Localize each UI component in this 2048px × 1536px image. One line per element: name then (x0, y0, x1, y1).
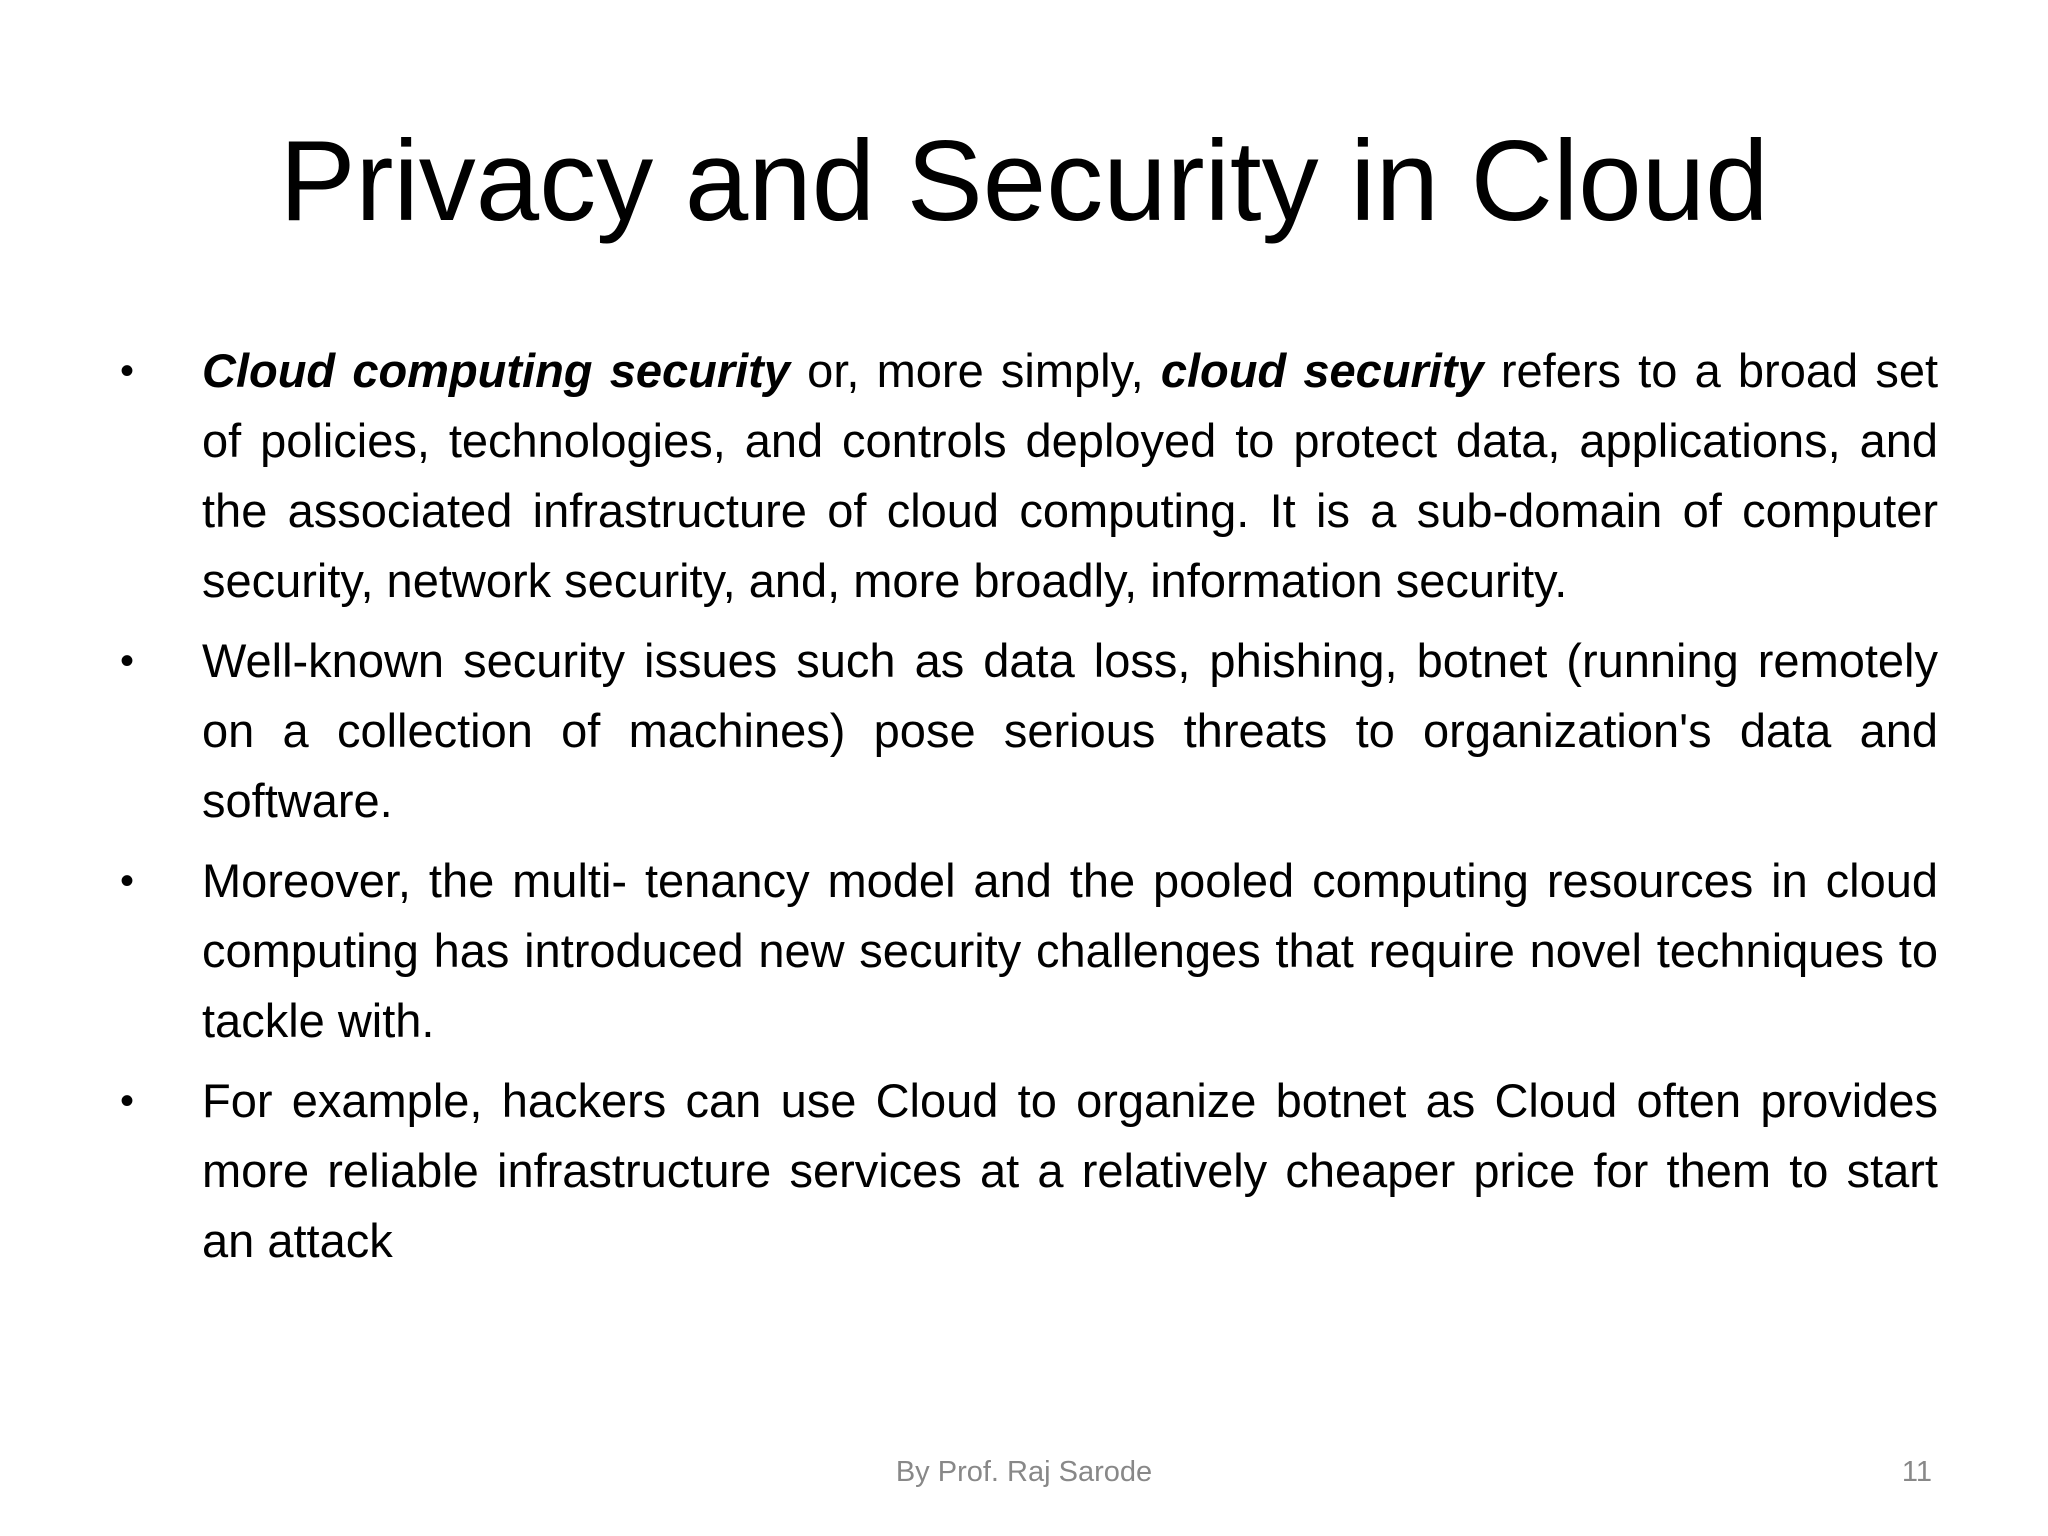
bullet-text: refers to a broad set of policies, technologies, and controls deployed to protect data, applications, and the associated infrastructure of cloud computing. It is a sub-domain of computer security, network security, and, more broadly, information security. (202, 344, 1939, 607)
bullet-term: Cloud computing security (202, 344, 790, 397)
bullet-item (120, 336, 1938, 616)
bullet-item (120, 1066, 1938, 1276)
bullet-text: Well-known security issues such as data loss, phishing, botnet (running remotely on a collection of machines) pose serious threats to organization's data and software. (202, 634, 1938, 827)
slide-title: Privacy and Security in Cloud (279, 118, 1769, 245)
bullet-item (120, 626, 1938, 836)
bullet-text: For example, hackers can use Cloud to organize botnet as Cloud often provides more reliable infrastructure services at a relatively cheaper price for them to start an attack (202, 1074, 1938, 1267)
bullet-term: cloud security (1160, 344, 1484, 397)
bullet-text: or, more simply, (789, 344, 1161, 397)
bullet-list (120, 336, 1938, 1286)
slide-page-number: 11 (1901, 1456, 1932, 1488)
bullet-dot-icon: • (120, 1079, 135, 1123)
bullet-item (120, 846, 1938, 1056)
bullet-dot-icon: • (120, 639, 135, 683)
bullet-text: Moreover, the multi- tenancy model and the pooled computing resources in cloud computing has introduced new security challenges that require novel techniques to tackle with. (202, 854, 1938, 1047)
footer-author: By Prof. Raj Sarode (895, 1456, 1153, 1488)
bullet-dot-icon: • (120, 859, 135, 903)
bullet-dot-icon: • (120, 349, 135, 393)
